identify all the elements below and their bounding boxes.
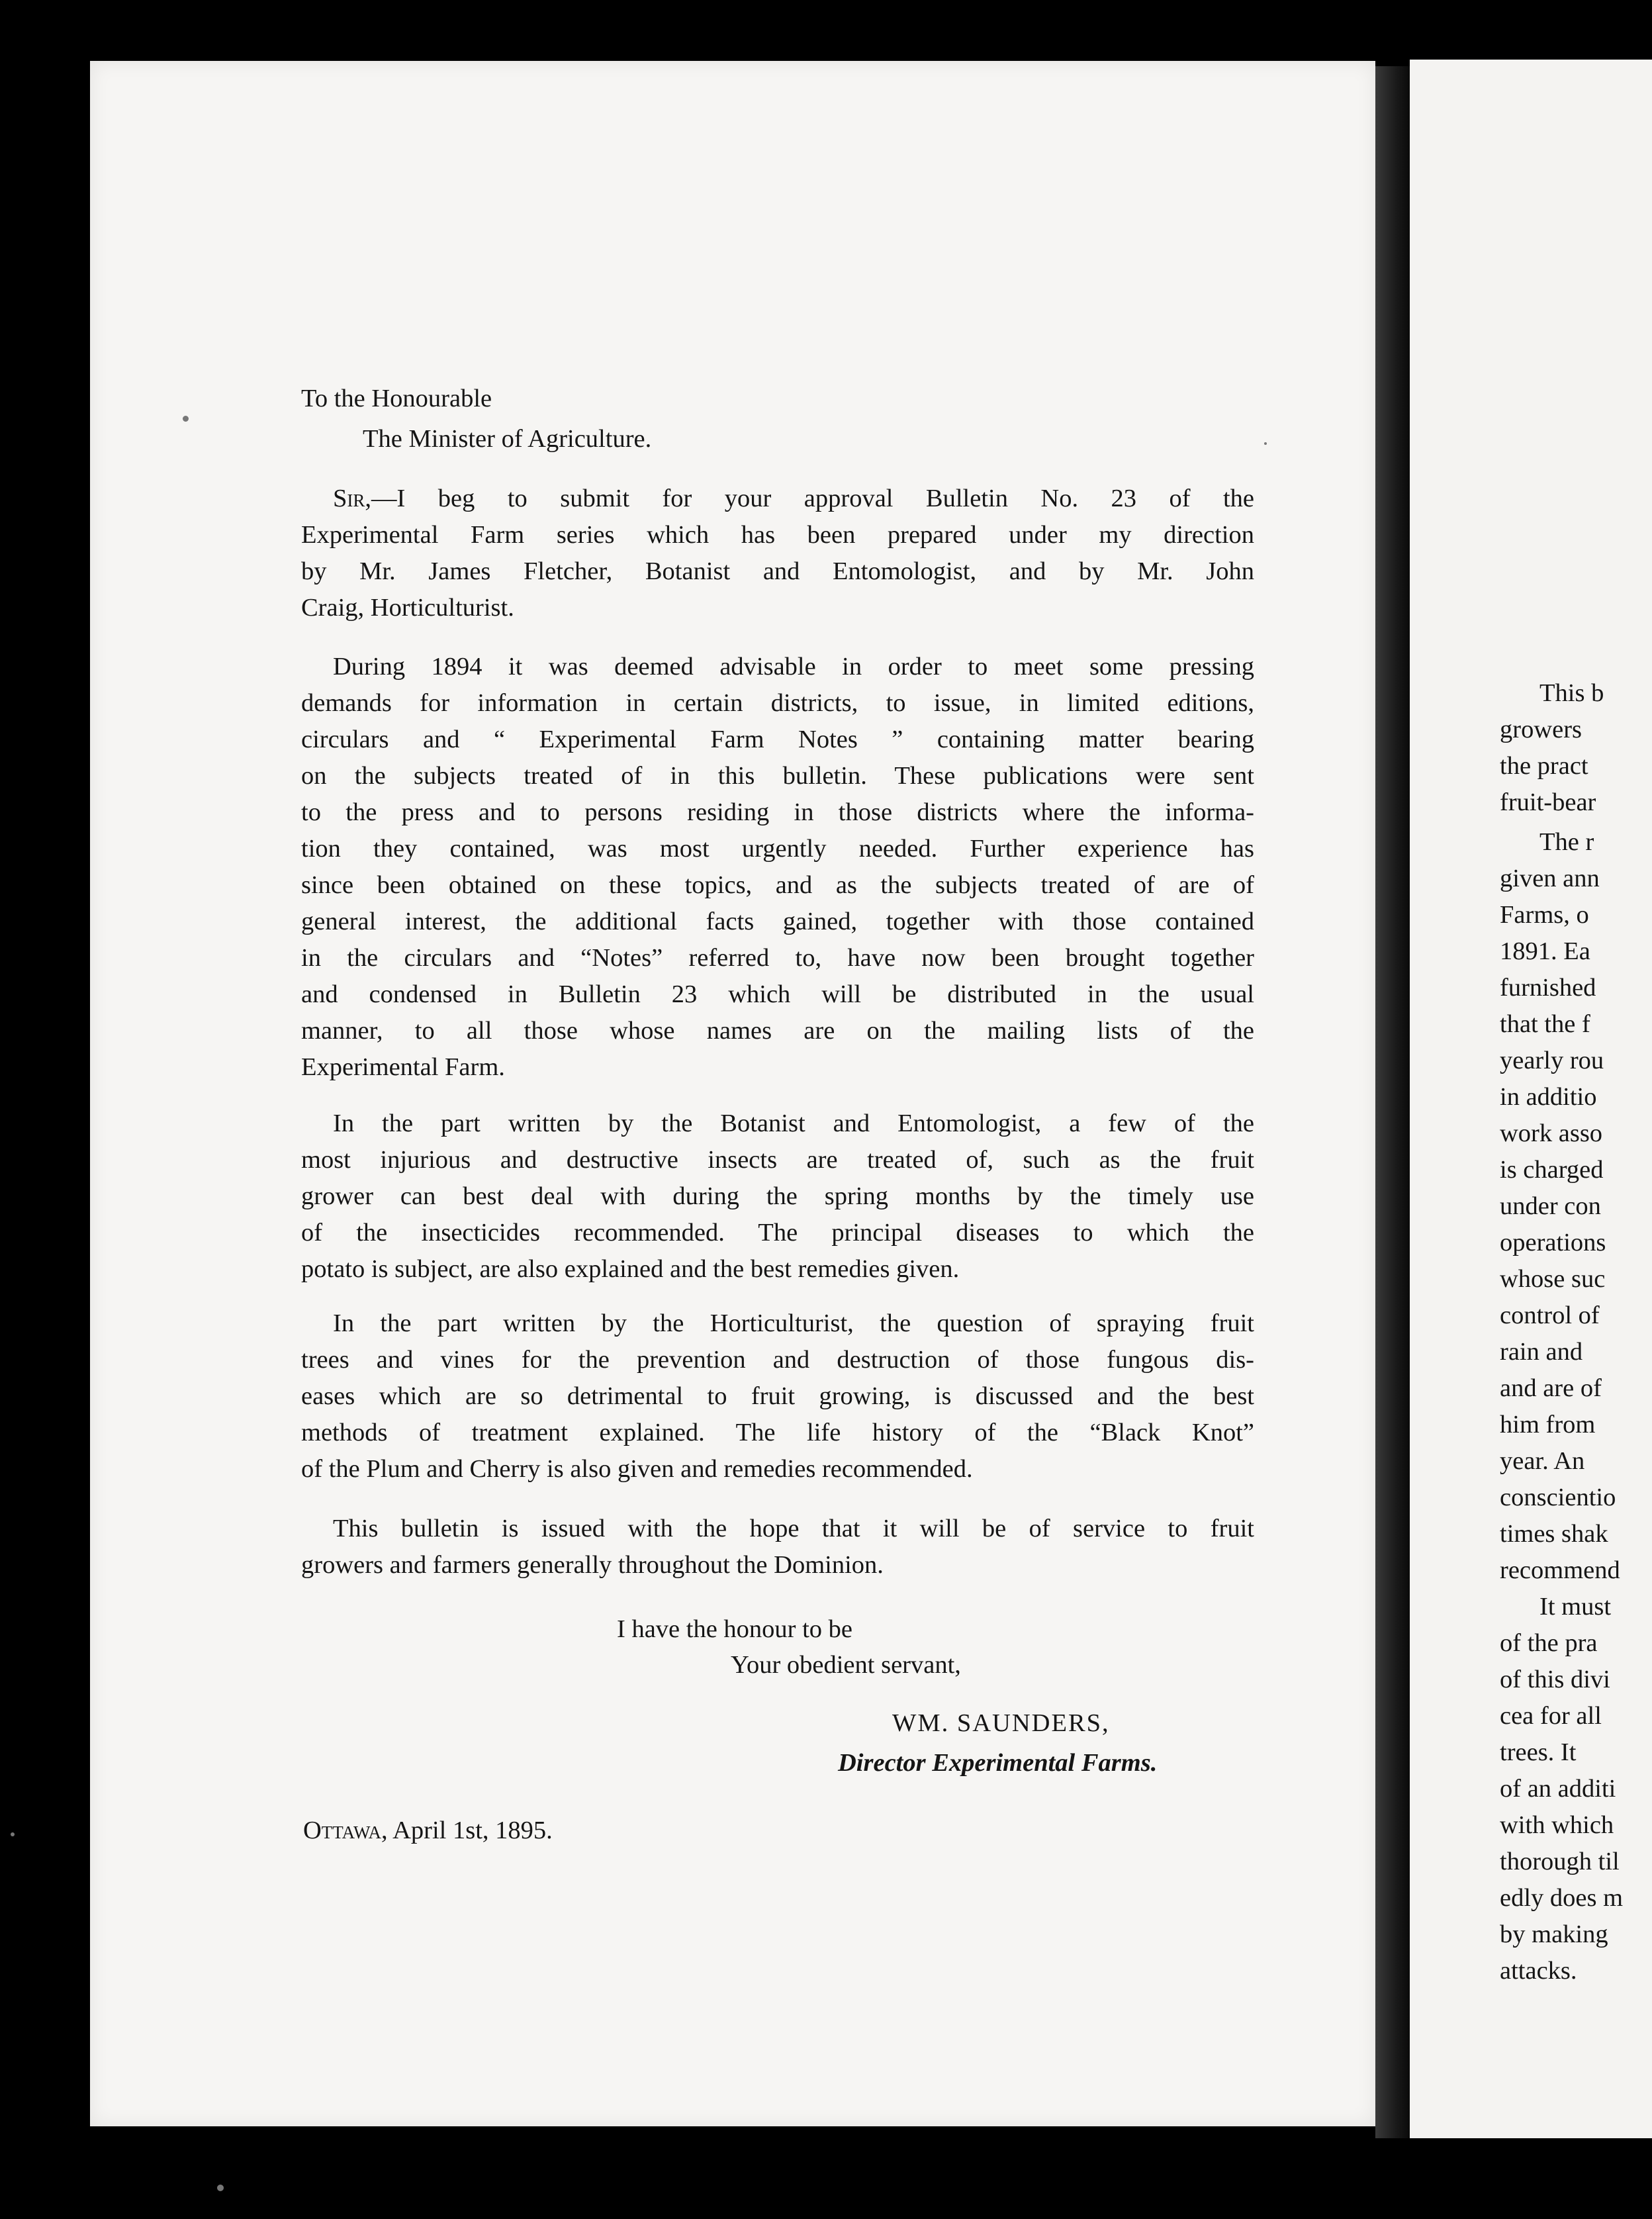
facing-page-line: furnished: [1500, 974, 1596, 1002]
facing-page-line: in additio: [1500, 1083, 1597, 1111]
salutation-line-2: The Minister of Agriculture.: [363, 425, 652, 453]
paragraph-3-line: In the part written by the Botanist and Entomologist, a few of the: [333, 1110, 1254, 1137]
facing-page-line: trees. It: [1500, 1738, 1577, 1766]
paragraph-1-line-2: Experimental Farm series which has been prepared under my direction: [301, 521, 1254, 549]
paragraph-2-line: demands for information in certain districts, to issue, in limited editions,: [301, 689, 1254, 717]
facing-page-line: Farms, o: [1500, 901, 1589, 929]
facing-page-line: work asso: [1500, 1119, 1603, 1147]
paragraph-3-line: most injurious and destructive insects are treated of, such as the fruit: [301, 1146, 1254, 1174]
facing-page-line: under con: [1500, 1192, 1601, 1220]
paragraph-4: [301, 1305, 1254, 1487]
paragraph-2-line: Experimental Farm.: [301, 1053, 505, 1081]
dateline-place: Ottawa: [303, 1817, 381, 1844]
facing-page-line: This b: [1539, 679, 1604, 707]
paragraph-3-line: of the insecticides recommended. The principal diseases to which the: [301, 1219, 1254, 1247]
scan-speck: [11, 1832, 15, 1836]
facing-page-line: fruit-bear: [1500, 788, 1596, 816]
facing-page-line: growers: [1500, 716, 1583, 743]
paragraph-3: [301, 1106, 1254, 1288]
facing-page-line: times shak: [1500, 1520, 1608, 1548]
paragraph-1: [301, 481, 1254, 626]
paragraph-2-line: general interest, the additional facts gained, together with those contained: [301, 908, 1254, 935]
paragraph-2-line: tion they contained, was most urgently needed. Further experience has: [301, 835, 1254, 863]
facing-page-line: cea for all: [1500, 1702, 1602, 1730]
facing-page-line: The r: [1539, 828, 1594, 856]
facing-page-line: yearly rou: [1500, 1047, 1604, 1074]
facing-page-line: with which: [1500, 1811, 1614, 1839]
facing-page-line: recommend: [1500, 1556, 1620, 1584]
facing-page-line: operations: [1500, 1229, 1606, 1256]
paragraph-2-line: on the subjects treated of in this bulletin. These publications were sent: [301, 762, 1254, 790]
facing-page-line: conscientio: [1500, 1484, 1616, 1511]
paragraph-5: [301, 1511, 1254, 1583]
facing-page-line: the pract: [1500, 752, 1588, 780]
paragraph-2-line: and condensed in Bulletin 23 which will be distributed in the usual: [301, 980, 1254, 1008]
facing-page-line: of the pra: [1500, 1629, 1598, 1657]
facing-page-line: that the f: [1500, 1010, 1590, 1038]
paragraph-4-line: of the Plum and Cherry is also given and remedies recommended.: [301, 1455, 973, 1483]
paragraph-2-line: since been obtained on these topics, and as the subjects treated of are of: [301, 871, 1254, 899]
scan-speck: [217, 2185, 224, 2191]
paragraph-2-line: to the press and to persons residing in those districts where the informa-: [301, 798, 1254, 826]
signature-name: WM. SAUNDERS,: [892, 1709, 1110, 1737]
paragraph-2: [301, 649, 1254, 1086]
paragraph-5-line: This bulletin is issued with the hope that it will be of service to fruit: [333, 1515, 1254, 1542]
facing-page-line: is charged: [1500, 1156, 1604, 1184]
salutation-line-1: To the Honourable: [301, 385, 492, 412]
scan-speck: [1264, 442, 1267, 445]
facing-page-line: and are of: [1500, 1374, 1602, 1402]
scan-speck: [183, 416, 189, 422]
paragraph-1-lead: Sir,—: [333, 485, 397, 512]
facing-page-line: whose suc: [1500, 1265, 1606, 1293]
facing-page-line: thorough til: [1500, 1848, 1620, 1875]
paragraph-2-line: manner, to all those whose names are on the mailing lists of the: [301, 1017, 1254, 1045]
facing-page-line: 1891. Ea: [1500, 937, 1590, 965]
left-page: [90, 61, 1375, 2126]
closing-line-1: I have the honour to be: [617, 1615, 853, 1643]
paragraph-2-line: During 1894 it was deemed advisable in order to meet some pressing: [333, 653, 1254, 681]
paragraph-4-line: methods of treatment explained. The life history of the “Black Knot”: [301, 1419, 1254, 1446]
paragraph-4-line: In the part written by the Horticulturist, the question of spraying fruit: [333, 1309, 1254, 1337]
paragraph-4-line: eases which are so detrimental to fruit growing, is discussed and the best: [301, 1382, 1254, 1410]
facing-page-line: attacks.: [1500, 1957, 1577, 1985]
facing-page-line: of an additi: [1500, 1775, 1616, 1803]
paragraph-1-line-4: Craig, Horticulturist.: [301, 594, 514, 622]
facing-page-line: edly does m: [1500, 1884, 1624, 1912]
facing-page-line: by making: [1500, 1920, 1608, 1948]
paragraph-1-line-3: by Mr. James Fletcher, Botanist and Entomologist, and by Mr. John: [301, 557, 1254, 585]
paragraph-5-line: growers and farmers generally throughout the Dominion.: [301, 1551, 884, 1579]
dateline-date: , April 1st, 1895.: [381, 1817, 553, 1844]
facing-page-line: control of: [1500, 1301, 1600, 1329]
facing-page-line: of this divi: [1500, 1666, 1610, 1693]
paragraph-2-line: in the circulars and “Notes” referred to, have now been brought together: [301, 944, 1254, 972]
paragraph-4-line: trees and vines for the prevention and destruction of those fungous dis-: [301, 1346, 1254, 1374]
facing-page-line: It must: [1539, 1593, 1612, 1621]
facing-page-line: year. An: [1500, 1447, 1585, 1475]
paragraph-2-line: circulars and “ Experimental Farm Notes ” containing matter bearing: [301, 726, 1254, 753]
facing-page-line: him from: [1500, 1411, 1596, 1439]
paragraph-1-line-1: Sir,—I beg to submit for your approval Bulletin No. 23 of the: [333, 485, 1254, 512]
paragraph-3-line: potato is subject, are also explained and the best remedies given.: [301, 1255, 960, 1283]
paragraph-3-line: grower can best deal with during the spring months by the timely use: [301, 1182, 1254, 1210]
facing-page-line: rain and: [1500, 1338, 1583, 1366]
facing-page-line: given ann: [1500, 865, 1600, 892]
dateline: [303, 1813, 553, 1849]
signature-title: Director Experimental Farms.: [838, 1749, 1158, 1777]
book-gutter: [1375, 66, 1410, 2138]
closing-line-2: Your obedient servant,: [731, 1651, 961, 1679]
